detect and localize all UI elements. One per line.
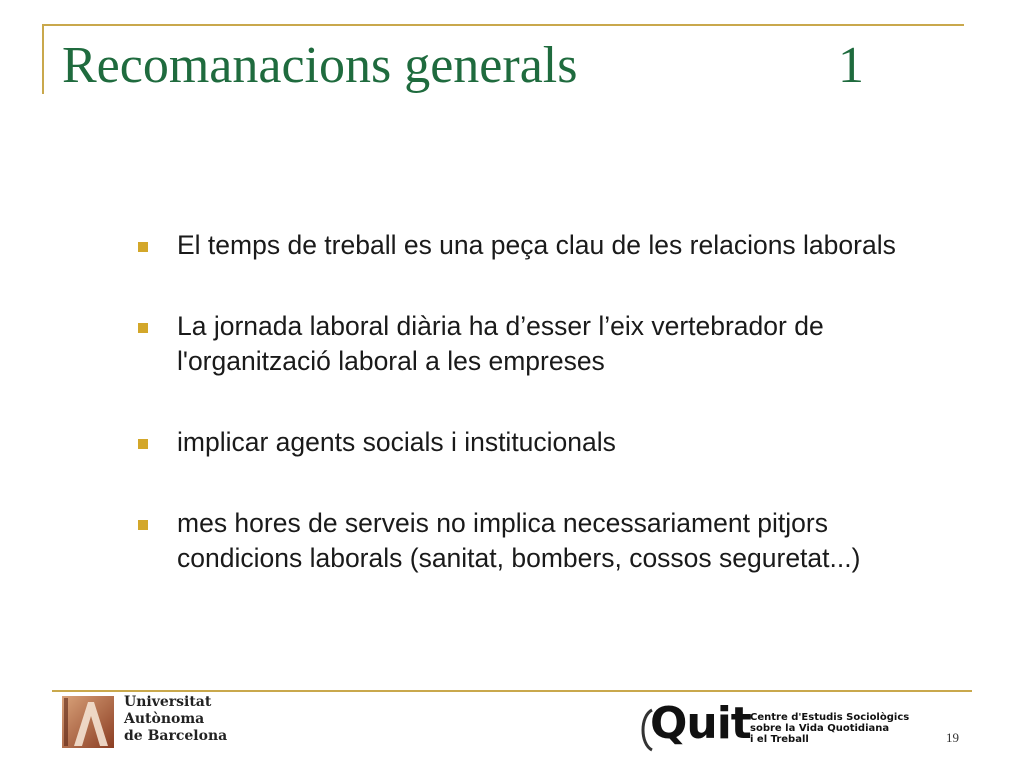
bullet-text: La jornada laboral diària ha d’esser l’eix vertebrador de l'organització laboral a les empreses [177,311,824,376]
uab-line: Autònoma [124,711,205,727]
bullet-item [136,309,956,379]
square-bullet-icon [138,520,148,530]
quit-tagline [750,712,909,745]
bullet-text: implicar agents socials i institucionals [177,427,616,457]
quit-wordmark: Quit [650,698,751,749]
bullet-item [136,425,956,460]
uab-wordmark [124,694,227,745]
bullet-item [136,228,956,263]
bullet-text: mes hores de serveis no implica necessariament pitjors condicions laborals (sanitat, bombers, cossos seguretat...) [177,508,861,573]
uab-logo [60,692,228,752]
square-bullet-icon [138,323,148,333]
quit-logo [636,698,936,756]
slide-title: Recomanacions generals [62,37,578,94]
quit-line: i el Treball [750,734,809,745]
square-bullet-icon [138,439,148,449]
uab-line: Universitat [124,694,212,710]
slide-title-number: 1 [838,37,864,94]
uab-line: de Barcelona [124,728,228,744]
quit-line: Centre d'Estudis Sociològics [750,712,910,723]
uab-emblem-icon [60,692,118,750]
quit-line: sobre la Vida Quotidiana [750,723,890,734]
page-number: 19 [946,730,959,745]
bullet-list [136,228,956,622]
top-frame-rule [42,24,964,26]
left-frame-rule [42,24,44,94]
bullet-item [136,506,956,576]
square-bullet-icon [138,242,148,252]
bullet-text: El temps de treball es una peça clau de les relacions laborals [177,230,896,260]
